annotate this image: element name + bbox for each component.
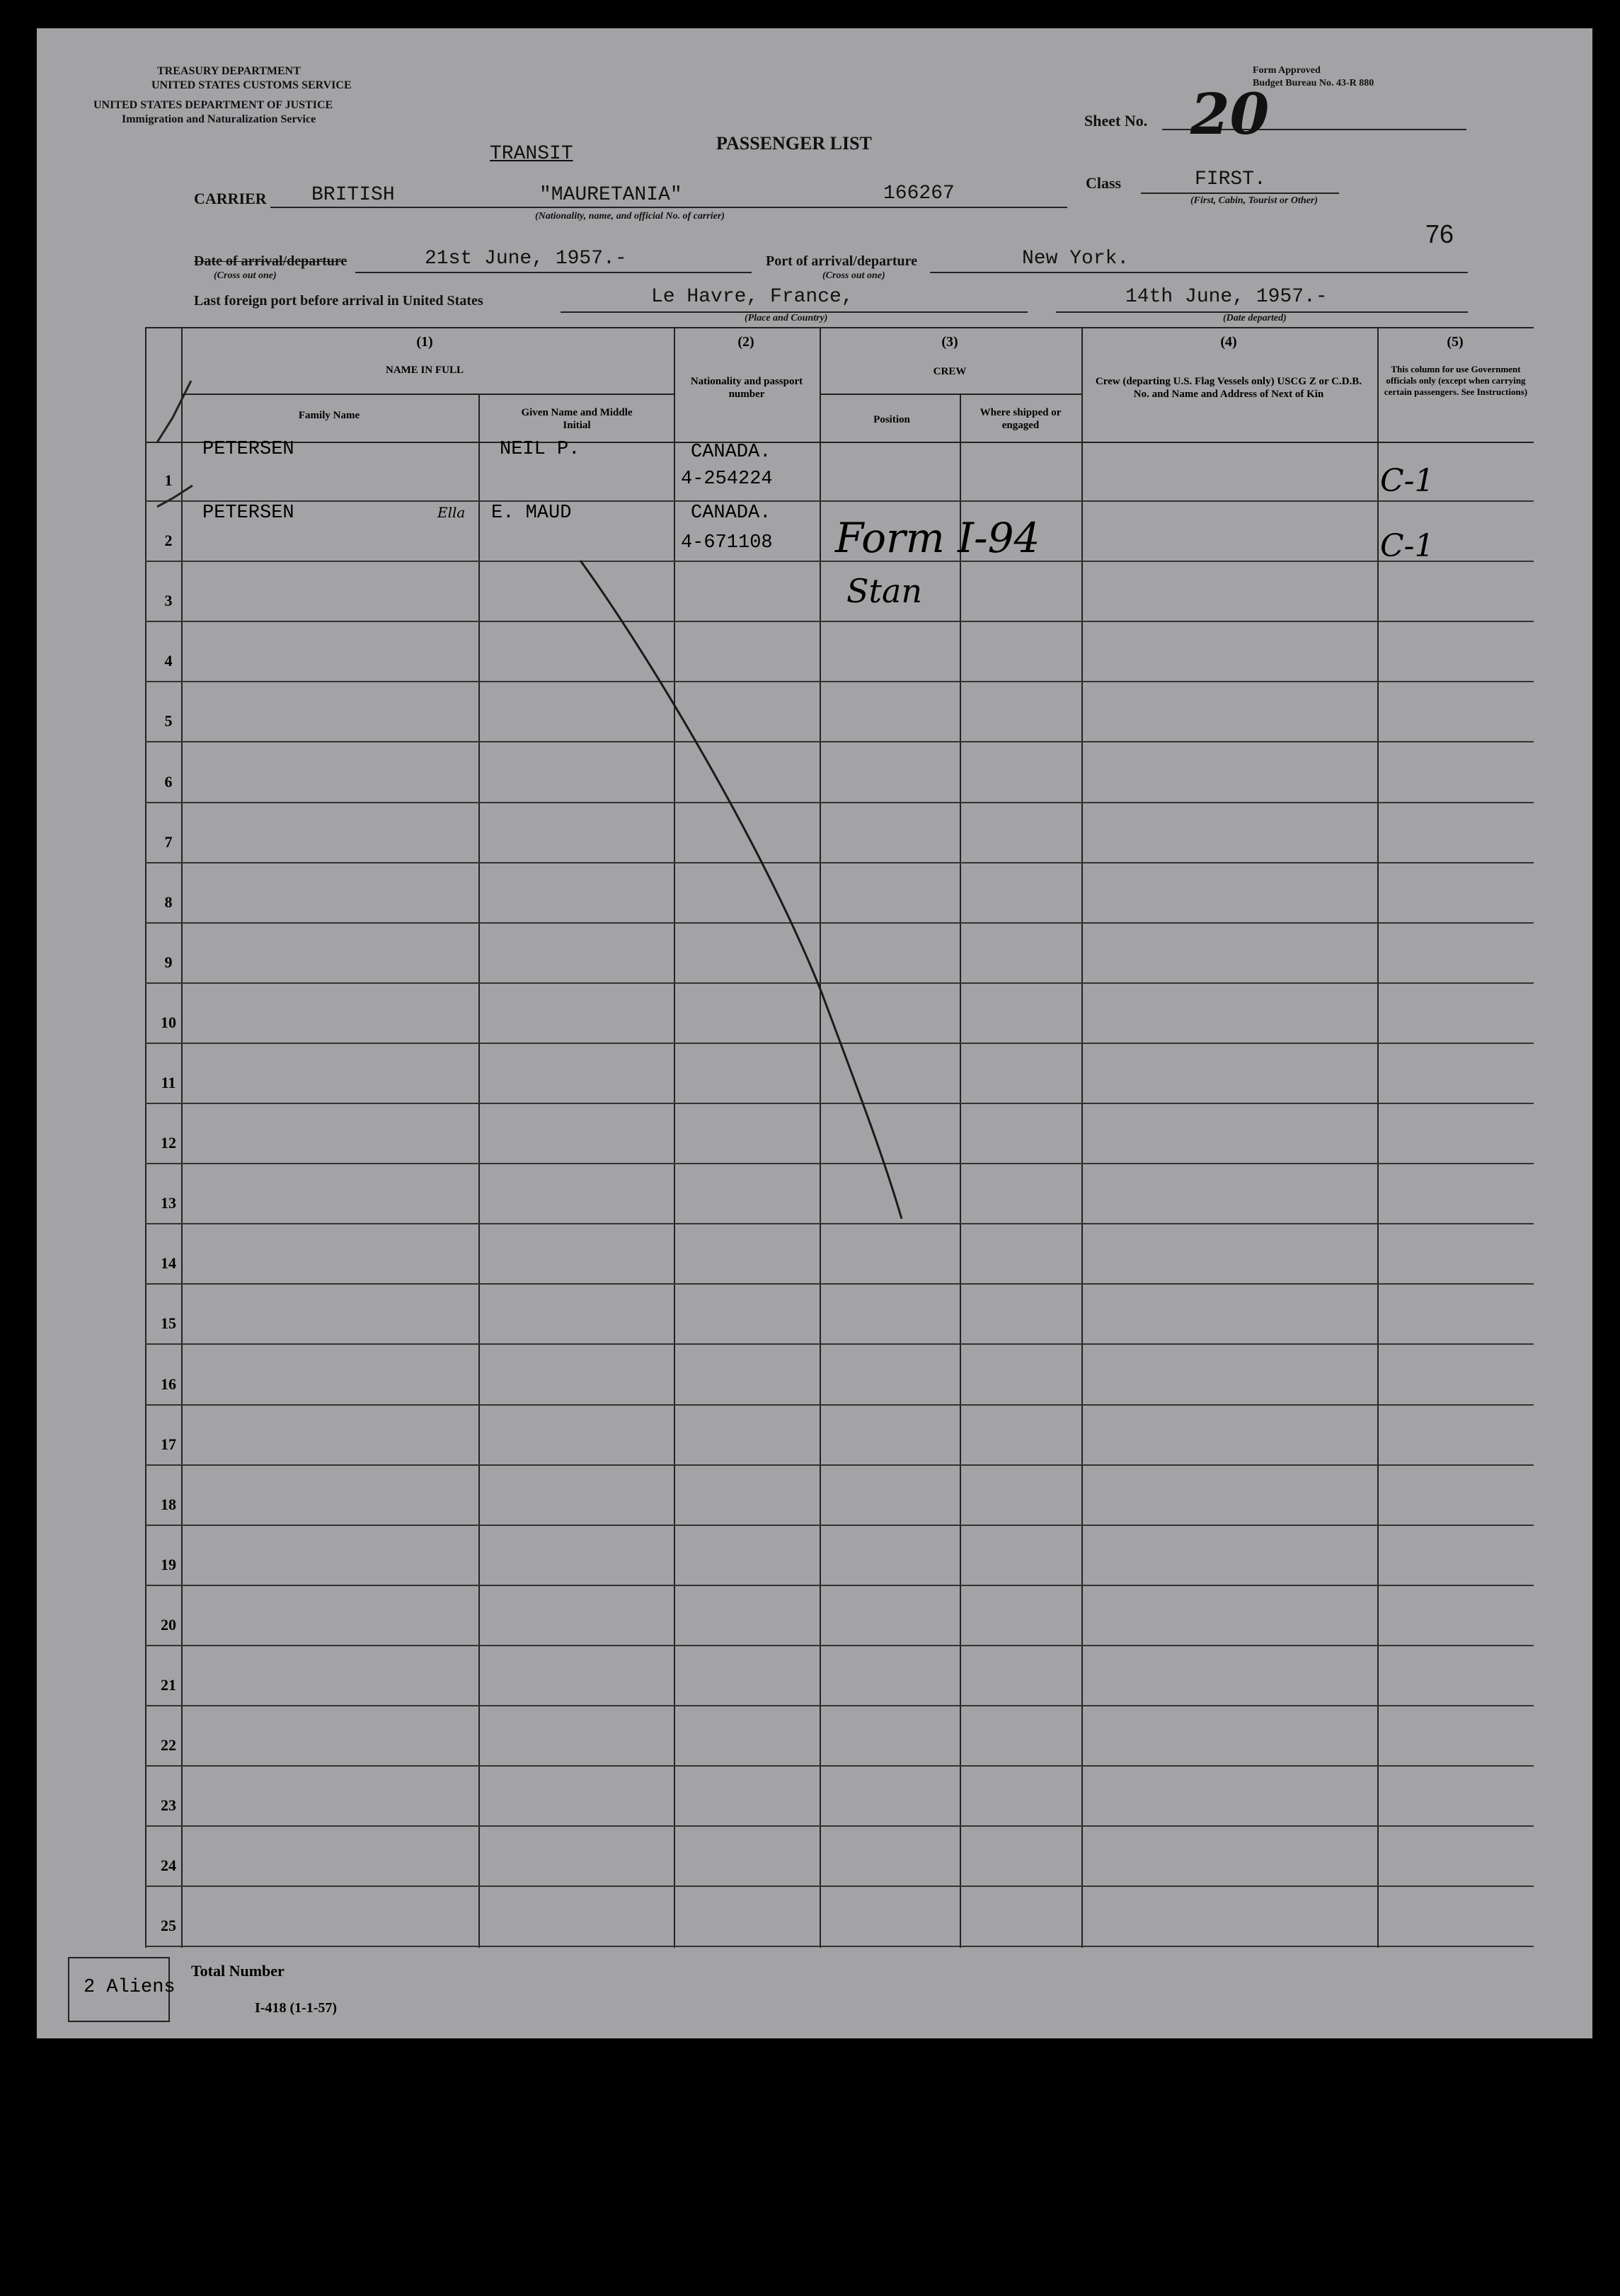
- row1-passport: 4-254224: [681, 469, 773, 490]
- class-label: Class: [1086, 174, 1122, 192]
- row-number: 10: [161, 1013, 176, 1031]
- port-arrival-value: New York.: [1022, 248, 1130, 270]
- row-number: 14: [161, 1254, 176, 1273]
- row-number: 16: [161, 1374, 176, 1393]
- name-subheader-line: [181, 394, 675, 395]
- row-number: 18: [161, 1495, 176, 1513]
- table-row: [0, 682, 1620, 742]
- table-row: [0, 622, 1620, 682]
- row1-official-mark: C-1: [1380, 463, 1435, 499]
- class-value: FIRST.: [1195, 168, 1266, 190]
- col5-title: This column for use Government officials only (except when carrying certain passengers. See Instructions): [1384, 364, 1528, 397]
- row2-given: E. MAUD: [491, 503, 572, 524]
- last-port-value: Le Havre, France,: [651, 286, 854, 308]
- row-number: 17: [161, 1435, 176, 1453]
- col1-title: NAME IN FULL: [385, 365, 464, 376]
- row-number: 8: [164, 892, 173, 911]
- col3-position: Position: [873, 414, 910, 425]
- row-number: 15: [161, 1314, 176, 1333]
- row1-nationality: CANADA.: [691, 442, 771, 463]
- budget-bureau: Budget Bureau No. 43-R 880: [1253, 78, 1374, 88]
- last-port-label: Last foreign port before arrival in United States: [194, 293, 483, 309]
- row1-given: NEIL P.: [500, 439, 580, 460]
- page-title: PASSENGER LIST: [716, 133, 872, 154]
- table-row: [0, 1406, 1620, 1466]
- row1-check-mark: [157, 381, 191, 442]
- col4-title: Crew (departing U.S. Flag Vessels only) USCG Z or C.D.B. No. and Name and Address of Next of Kin: [1095, 376, 1362, 400]
- date-departed-value: 14th June, 1957.-: [1125, 286, 1328, 308]
- agency-line-1: TREASURY DEPARTMENT: [157, 65, 301, 77]
- row-number: 1: [164, 471, 173, 489]
- aliens-box: [68, 1957, 176, 2022]
- sheet-label: Sheet No.: [1084, 112, 1148, 130]
- row-number: 22: [161, 1736, 176, 1755]
- carrier-label: CARRIER: [194, 190, 267, 207]
- row-number: 19: [161, 1555, 176, 1573]
- row-number: 9: [164, 953, 173, 971]
- row-number: 20: [161, 1615, 176, 1634]
- row-number: 11: [161, 1074, 176, 1091]
- sheet-number: 20: [1190, 81, 1270, 147]
- row-divider: [145, 1946, 1534, 1947]
- row-number: 24: [161, 1856, 176, 1875]
- table-row: [0, 1466, 1620, 1526]
- date-arrival-value: 21st June, 1957.-: [425, 248, 627, 270]
- date-arrival-label-text: Date of arrival/departure: [194, 253, 347, 269]
- carrier-name: "MAURETANIA": [539, 184, 682, 206]
- row-number: 23: [161, 1796, 176, 1815]
- col2-title: Nationality and passport number: [690, 376, 803, 400]
- col3-number: (3): [941, 334, 958, 350]
- table-row: [0, 1224, 1620, 1285]
- form-approved: Form Approved: [1253, 65, 1321, 76]
- table-row: [0, 984, 1620, 1044]
- form-number: I-418 (1-1-57): [255, 2000, 338, 2016]
- cross-out-2: (Cross out one): [822, 270, 885, 281]
- row-number: 7: [164, 832, 173, 851]
- carrier-caption: (Nationality, name, and official No. of carrier): [535, 211, 725, 222]
- col1-number: (1): [416, 334, 433, 350]
- table-row: [0, 1887, 1620, 1947]
- table-top-border: [145, 327, 1534, 328]
- table-row: [0, 1586, 1620, 1646]
- aliens-count: 2 Aliens: [84, 1977, 176, 1998]
- agency-line-3: UNITED STATES DEPARTMENT OF JUSTICE: [93, 99, 333, 111]
- row-number: 12: [161, 1134, 176, 1152]
- table-row: [0, 1164, 1620, 1224]
- table-row: [0, 1646, 1620, 1706]
- table-row: [0, 1827, 1620, 1887]
- row2-nationality: CANADA.: [691, 503, 771, 524]
- row-number: 13: [161, 1194, 176, 1212]
- col5-number: (5): [1447, 334, 1464, 350]
- carrier-nationality: BRITISH: [311, 184, 395, 206]
- row2-passport: 4-671108: [681, 532, 773, 553]
- table-row: [0, 1285, 1620, 1345]
- table-row: [0, 1044, 1620, 1104]
- class-caption: (First, Cabin, Tourist or Other): [1190, 195, 1318, 206]
- row-number: 5: [164, 712, 173, 730]
- table-row: [0, 924, 1620, 984]
- transit-label: TRANSIT: [490, 143, 573, 165]
- col1-given: Given Name and Middle Initial: [521, 407, 633, 431]
- col3-title: CREW: [933, 366, 967, 377]
- page-number: 76: [1425, 219, 1454, 248]
- place-caption: (Place and Country): [745, 313, 828, 323]
- date-departed-caption: (Date departed): [1223, 313, 1287, 323]
- table-row: [0, 1706, 1620, 1767]
- row-number: 6: [164, 772, 173, 791]
- port-arrival-label: Port of arrival/departure: [766, 253, 918, 269]
- row1-family: PETERSEN: [202, 439, 294, 460]
- table-row: [0, 1104, 1620, 1164]
- row2-official-mark: C-1: [1380, 528, 1435, 564]
- col1-family: Family Name: [298, 410, 360, 421]
- total-number-label: Total Number: [191, 1962, 285, 1980]
- table-row: [0, 1526, 1620, 1586]
- table-row: [0, 803, 1620, 863]
- col4-number: (4): [1220, 334, 1237, 350]
- table-row: [0, 1345, 1620, 1406]
- table-row: [0, 743, 1620, 803]
- row2-given-handwritten: Ella: [437, 504, 466, 521]
- agency-line-4: Immigration and Naturalization Service: [122, 113, 316, 125]
- row2-family: PETERSEN: [202, 503, 294, 524]
- crew-subheader-line: [820, 394, 1081, 395]
- carrier-official-no: 166267: [883, 183, 955, 205]
- table-row: [0, 562, 1620, 622]
- row-number: 4: [164, 652, 173, 670]
- handwritten-note-line1: Form I-94: [835, 514, 1040, 562]
- table-row: [0, 863, 1620, 924]
- row-number: 2: [164, 532, 173, 550]
- handwritten-note-line2: Stan: [846, 572, 923, 610]
- col2-number: (2): [737, 334, 754, 350]
- agency-line-2: UNITED STATES CUSTOMS SERVICE: [151, 79, 352, 91]
- cross-out-1: (Cross out one): [214, 270, 277, 281]
- col3-where: Where shipped or engaged: [980, 407, 1062, 431]
- table-row: [0, 1767, 1620, 1827]
- row-number: 3: [164, 592, 173, 610]
- row-number: 21: [161, 1676, 176, 1694]
- row-number: 25: [161, 1917, 176, 1935]
